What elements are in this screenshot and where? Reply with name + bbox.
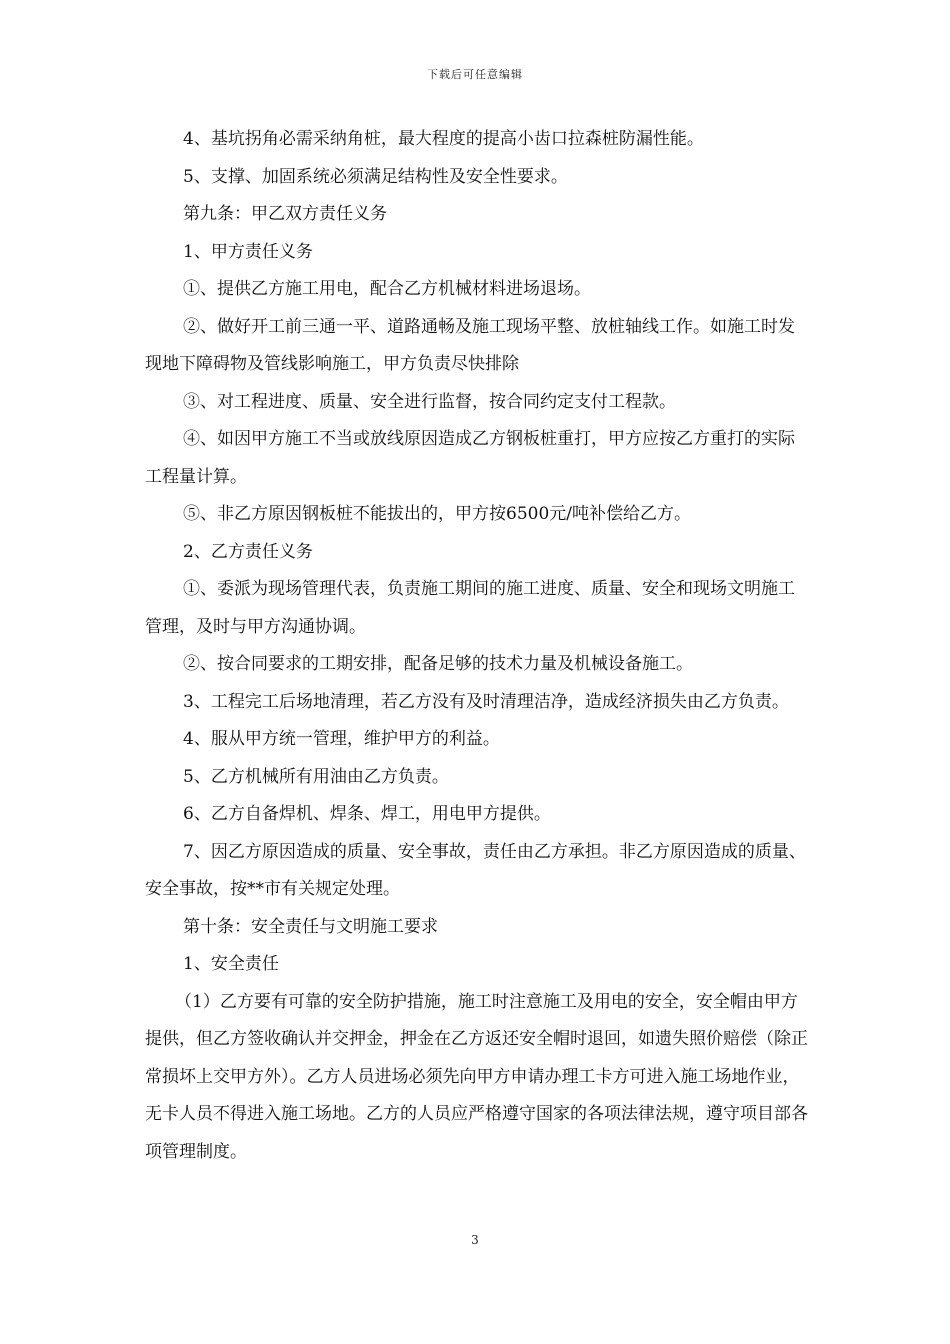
paragraph: 4、基坑拐角必需采纳角桩，最大程度的提高小齿口拉森桩防漏性能。 [183,129,704,149]
paragraph: ③、对工程进度、质量、安全进行监督，按合同约定支付工程款。 [183,391,676,412]
paragraph: ②、按合同要求的工期安排，配备足够的技术力量及机械设备施工。 [183,654,693,674]
paragraph: ①、提供乙方施工用电，配合乙方机械材料进场退场。 [183,279,591,299]
subsection-heading: 1、甲方责任义务 [183,241,313,262]
page-number: 3 [471,1233,479,1247]
section-heading: 第九条：甲乙双方责任义务 [183,204,387,224]
page-header: 下载后可任意编辑 [427,68,523,81]
paragraph: 5、乙方机械所有用油由乙方负责。 [183,766,449,787]
paragraph: （1）乙方要有可靠的安全防护措施，施工时注意施工及用电的安全，安全帽由甲方提供，但乙方签收确认并交押金，押金在乙方返还安全帽时退回，如遗失照价赔偿（除正常损坏上交甲方外）。乙方人员进场必须先向甲方申请办理工卡方可进入施工场地作业，无卡人员不得进入施工场地。乙方的人员应严格遵守国家的各项法律法规，遵守项目部各项管理制度。 [145,991,808,1162]
paragraph: ④、如因甲方施工不当或放线原因造成乙方钢板桩重打，甲方应按乙方重打的实际工程量计算。 [145,429,795,487]
section-heading: 第十条：安全责任与文明施工要求 [183,916,438,937]
paragraph: 5、支撑、加固系统必须满足结构性及安全性要求。 [183,166,568,187]
paragraph: ⑤、非乙方原因钢板桩不能拔出的，甲方按6500元/吨补偿给乙方。 [183,504,691,524]
paragraph: ①、委派为现场管理代表，负责施工期间的施工进度、质量、安全和现场文明施工管理，及时与甲方沟通协调。 [145,579,795,637]
subsection-heading: 2、乙方责任义务 [183,541,313,562]
paragraph: 6、乙方自备焊机、焊条、焊工，用电甲方提供。 [183,804,551,824]
paragraph: 3、工程完工后场地清理，若乙方没有及时清理洁净，造成经济损失由乙方负责。 [183,691,789,712]
paragraph: 7、因乙方原因造成的质量、安全事故，责任由乙方承担。非乙方原因造成的质量、安全事故，按**市有关规定处理。 [145,841,806,899]
paragraph: ②、做好开工前三通一平、道路通畅及施工现场平整、放桩轴线工作。如施工时发现地下障碍物及管线影响施工，甲方负责尽快排除 [145,316,795,374]
paragraph: 4、服从甲方统一管理，维护甲方的利益。 [183,729,500,749]
subsection-heading: 1、安全责任 [183,954,279,974]
document-body [145,121,808,1171]
